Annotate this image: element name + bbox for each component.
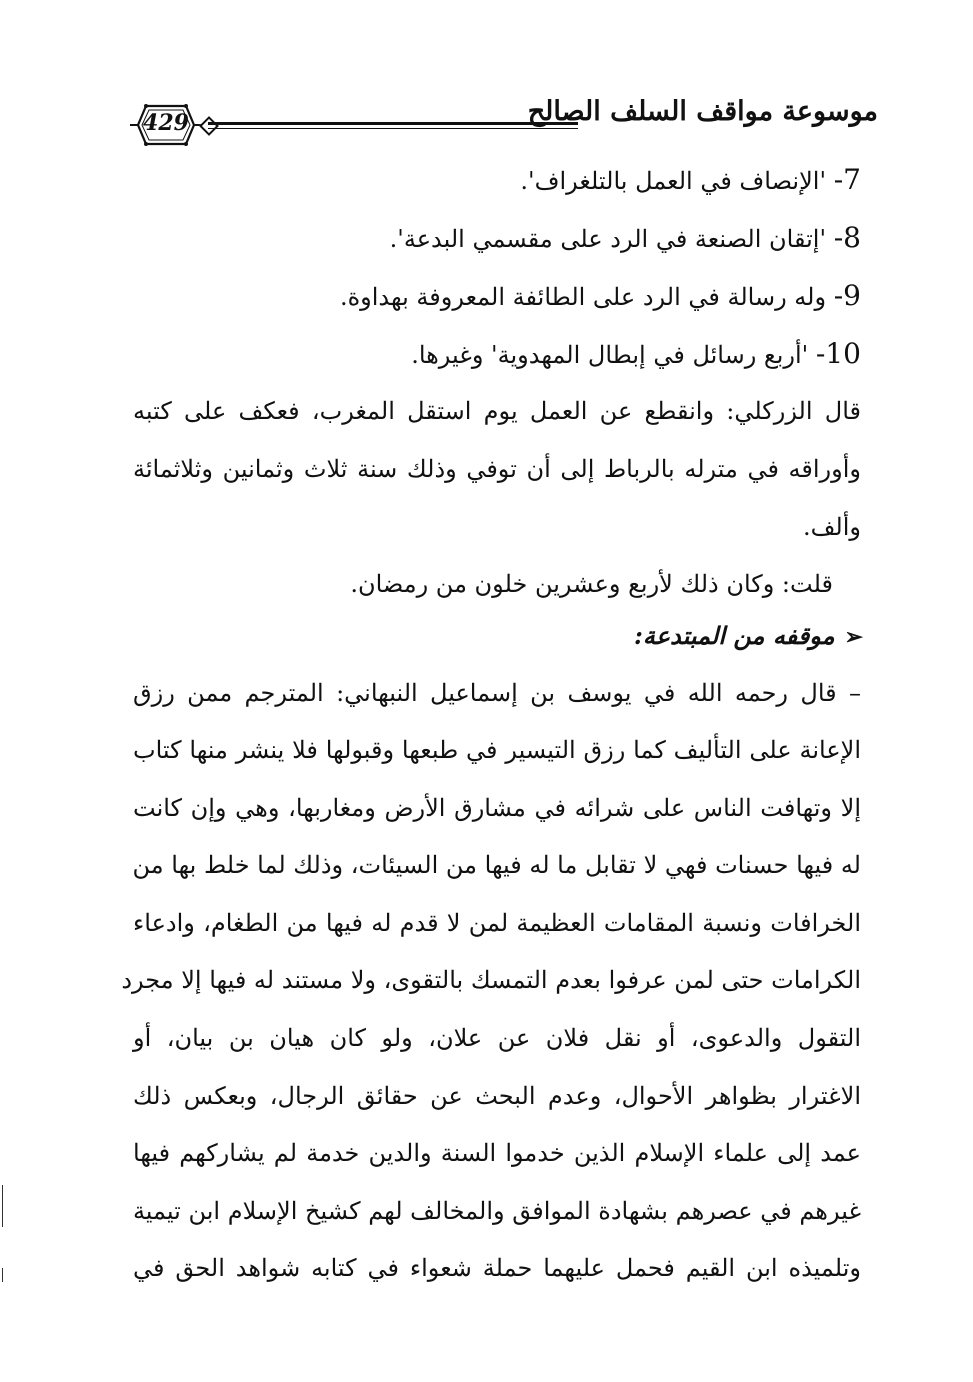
section-heading-text: موقفه من المبتدعة:	[634, 621, 835, 650]
text-line: الاغترار بظواهر الأحوال، وعدم البحث عن حقائق الرجال، وبعكس ذلك	[133, 1082, 861, 1110]
list-item-number: 10-	[815, 337, 861, 370]
text-line: – قال رحمه الله في يوسف بن إسماعيل النبهاني: المترجم ممن رزق	[133, 679, 861, 707]
section-heading	[634, 619, 863, 654]
page-header	[118, 96, 878, 160]
text-line: التقول والدعوى، أو نقل فلان عن علان، ولو كان هيان بن بيان، أو	[133, 1024, 861, 1052]
text-line: وتلميذه ابن القيم فحمل عليهما حملة شعواء في كتابه شواهد الحق في	[133, 1254, 861, 1282]
text-line: الإعانة على التأليف كما رزق التيسير في طبعها وقبولها فلا ينشر منها كتاب	[133, 736, 861, 764]
list-item	[390, 221, 861, 256]
running-title: موسوعة مواقف السلف الصالح	[527, 96, 878, 127]
text-line: الكرامات حتى لمن عرفوا بعدم التمسك بالتقوى، ولا مستند له فيها إلا مجرد	[121, 966, 861, 994]
list-item	[520, 163, 861, 198]
list-item-number: 8-	[833, 221, 861, 254]
text-line: وألف.	[802, 513, 861, 541]
list-item-text: وله رسالة في الرد على الطائفة المعروفة بهداوة.	[339, 283, 827, 311]
list-item-number: 9-	[833, 279, 861, 312]
list-item	[411, 337, 861, 372]
list-item-text: 'أربع رسائل في إبطال المهدوية' وغيرها.	[411, 341, 809, 369]
text-line: قال الزركلي: وانقطع عن العمل يوم استقل المغرب، فعكف على كتبه	[133, 397, 861, 425]
arrow-left-icon: ➢	[844, 624, 863, 650]
text-line: له فيها حسنات فهي لا تقابل ما له فيها من السيئات، وذلك لما خلط بها من	[132, 851, 861, 879]
page-number-badge	[128, 100, 204, 150]
text-line: غيرهم في عصرهم بشهادة الموافق والمخالف لهم كشيخ الإسلام ابن تيمية	[132, 1197, 861, 1225]
list-item	[340, 279, 861, 314]
text-line: وأوراقه في مترله بالرباط إلى أن توفي وذلك سنة ثلاث وثمانين وثلاثمائة	[133, 455, 861, 483]
scan-artifact	[2, 1185, 3, 1227]
text-line: إلا وتهافت الناس على شرائه في مشارق الأرض ومغاربها، وهي وإن كانت	[133, 794, 861, 822]
list-item-text: 'إتقان الصنعة في الرد على مقسمي البدعة'.	[389, 225, 827, 253]
list-item-number: 7-	[833, 163, 861, 196]
text-line: قلت: وكان ذلك لأربع وعشرين خلون من رمضان.	[350, 570, 833, 598]
list-item-text: 'الإنصاف في العمل بالتلغراف'.	[520, 167, 827, 195]
header-rule	[208, 122, 578, 129]
page-number: 429	[143, 110, 189, 136]
text-line: الخرافات ونسبة المقامات العظيمة لمن لا قدم له فيها من الطغام، وادعاء	[133, 909, 861, 937]
scan-artifact	[2, 1268, 3, 1282]
text-line: عمد إلى علماء الإسلام الذين خدموا السنة والدين خدمة لم يشاركهم فيها	[133, 1139, 862, 1167]
